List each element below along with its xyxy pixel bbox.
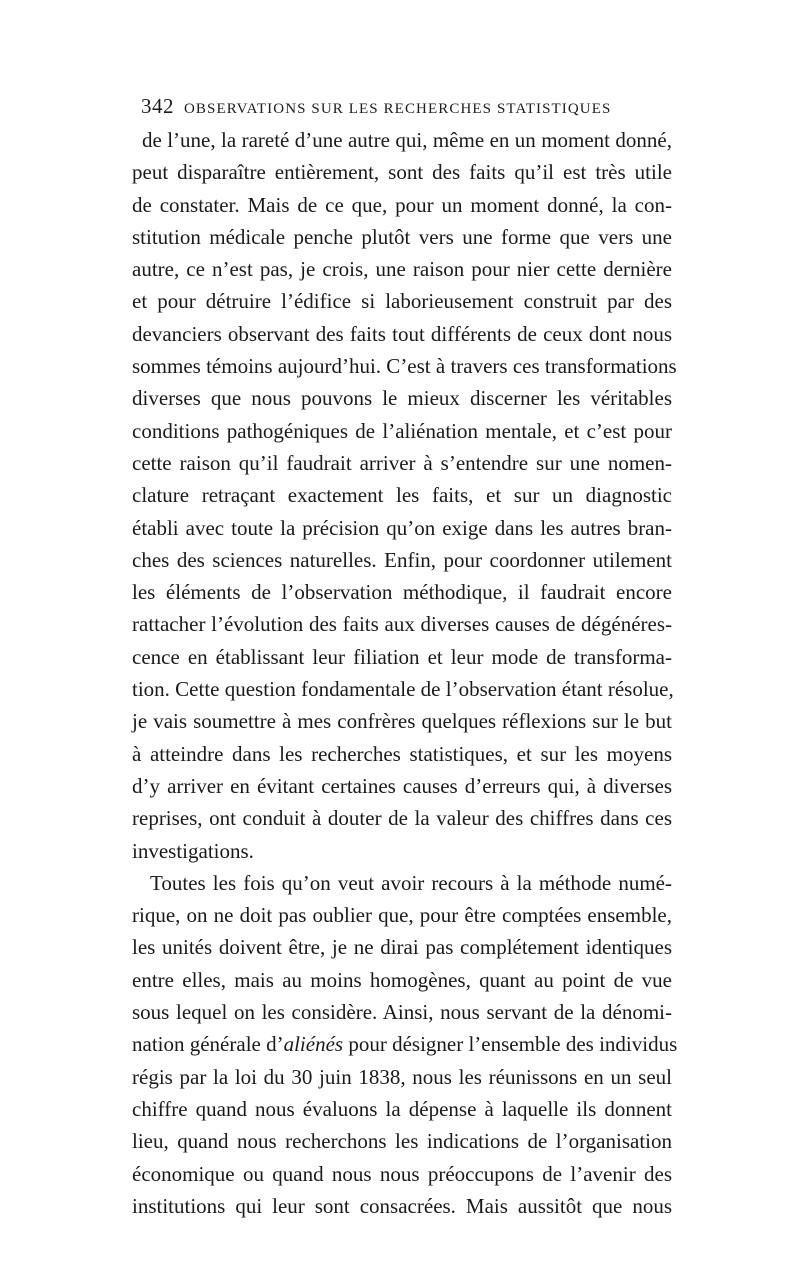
text-segment: nation générale d’ xyxy=(132,1032,284,1057)
text-line: stitution médicale penche plutôt vers une forme que vers une xyxy=(132,224,672,249)
running-header xyxy=(141,94,661,118)
text-line: sommes témoins aujourd’hui. C’est à travers ces transformations xyxy=(132,354,677,379)
text-line: à atteindre dans les recherches statistiques, et sur les moyens xyxy=(132,741,672,766)
text-line: rique, on ne doit pas oublier que, pour être comptées ensemble, xyxy=(132,903,672,928)
text-line: lieu, quand nous recherchons les indications de l’organisation xyxy=(132,1129,672,1154)
text-line: conditions pathogéniques de l’aliénation mentale, et c’est pour xyxy=(132,418,672,443)
text-line: cence en établissant leur filiation et leur mode de transforma- xyxy=(132,644,672,669)
text-line: économique ou quand nous nous préoccupons de l’avenir des xyxy=(132,1161,672,1186)
text-line: diverses que nous pouvons le mieux discerner les véritables xyxy=(132,386,672,411)
text-line: tion. Cette question fondamentale de l’observation étant résolue, xyxy=(132,677,674,702)
text-line: régis par la loi du 30 juin 1838, nous les réunissons en un seul xyxy=(132,1064,672,1089)
running-title: OBSERVATIONS SUR LES RECHERCHES STATISTIQUES xyxy=(184,101,612,117)
text-line: peut disparaître entièrement, sont des faits qu’il est très utile xyxy=(132,160,672,185)
text-line: devanciers observant des faits tout différents de ceux dont nous xyxy=(132,321,672,346)
text-line: rattacher l’évolution des faits aux diverses causes de dégénéres- xyxy=(132,612,672,637)
text-line: les unités doivent être, je ne dirai pas complétement identiques xyxy=(132,935,672,960)
text-line: chiffre quand nous évaluons la dépense à laquelle ils donnent xyxy=(132,1096,672,1121)
italic-term: aliénés xyxy=(283,1032,344,1057)
text-line: sous lequel on les considère. Ainsi, nous servant de la dénomi- xyxy=(132,1000,672,1025)
body-text xyxy=(132,124,678,1222)
text-line: ches des sciences naturelles. Enfin, pour coordonner utilement xyxy=(132,547,672,572)
text-segment: pour désigner l’ensemble des individus xyxy=(343,1032,678,1057)
text-line: les éléments de l’observation méthodique, il faudrait encore xyxy=(132,580,672,605)
text-line: reprises, ont conduit à douter de la valeur des chiffres dans ces xyxy=(132,806,672,831)
paragraph-end-line: investigations. xyxy=(132,838,254,863)
text-line: clature retraçant exactement les faits, et sur un diagnostic xyxy=(132,483,672,508)
text-line: établi avec toute la précision qu’on exige dans les autres bran- xyxy=(132,515,672,540)
text-line: je vais soumettre à mes confrères quelques réflexions sur le but xyxy=(132,709,672,734)
text-line: de constater. Mais de ce que, pour un moment donné, la con- xyxy=(132,192,672,217)
text-line: d’y arriver en évitant certaines causes d’erreurs qui, à diverses xyxy=(132,773,672,798)
text-line-with-italic xyxy=(132,1028,678,1060)
text-line: entre elles, mais au moins homogènes, quant au point de vue xyxy=(132,967,672,992)
text-line: autre, ce n’est pas, je crois, une raison pour nier cette dernière xyxy=(132,257,672,282)
text-line: cette raison qu’il faudrait arriver à s’entendre sur une nomen- xyxy=(132,450,672,475)
text-line: et pour détruire l’édifice si laborieusement construit par des xyxy=(132,289,672,314)
page-number: 342 xyxy=(141,94,174,118)
text-line: de l’une, la rareté d’une autre qui, même en un moment donné, xyxy=(142,128,672,152)
text-line: institutions qui leur sont consacrées. Mais aussitôt que nous xyxy=(132,1193,672,1218)
paragraph-start-line: Toutes les fois qu’on veut avoir recours à la méthode numé- xyxy=(150,870,672,895)
